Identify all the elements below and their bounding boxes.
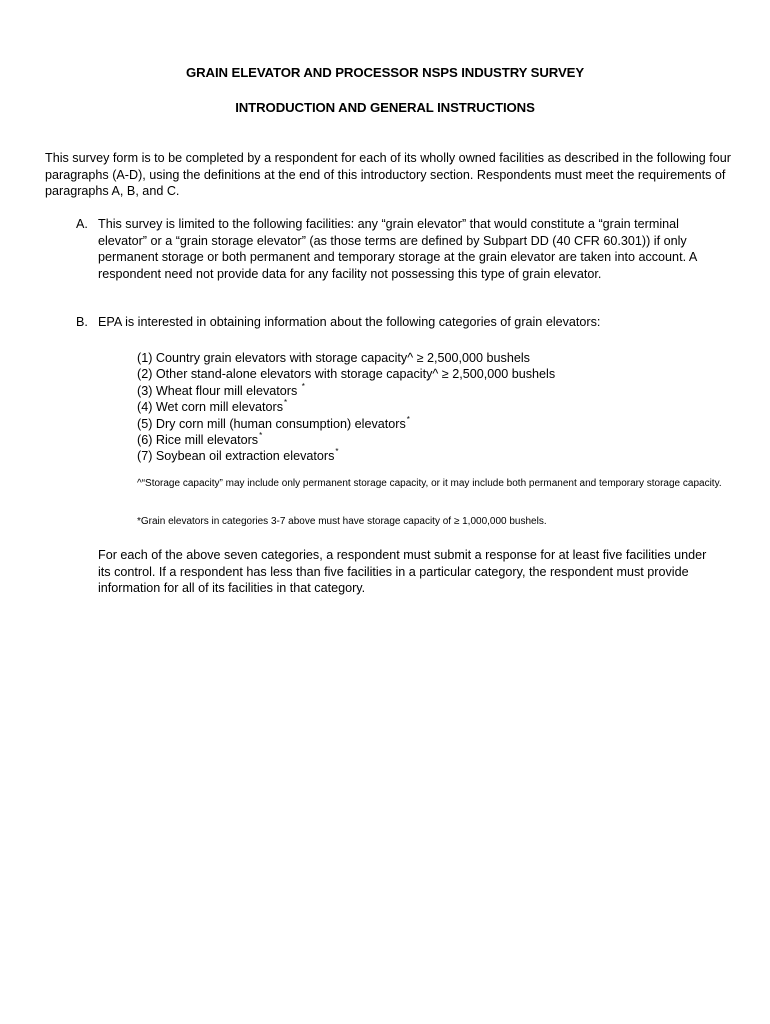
category-marker: * <box>259 430 263 440</box>
category-text: (5) Dry corn mill (human consumption) elevators <box>137 416 406 431</box>
category-marker: * <box>335 447 339 457</box>
category-list <box>137 346 556 464</box>
category-text: (2) Other stand-alone elevators with storage capacity^ ≥ 2,500,000 bushels <box>137 367 556 382</box>
list-item <box>137 362 556 382</box>
category-marker: * <box>301 381 305 391</box>
category-text: (7) Soybean oil extraction elevators <box>137 449 335 464</box>
category-text: (4) Wet corn mill elevators <box>137 400 284 415</box>
paragraph-b-letter: B. <box>76 315 88 329</box>
category-text: (3) Wheat flour mill elevators <box>137 383 301 398</box>
category-marker: * <box>406 414 410 424</box>
list-item <box>137 444 556 464</box>
paragraph-b-text: EPA is interested in obtaining information about the following categories of grain elevators: <box>98 315 601 329</box>
intro-paragraph: This survey form is to be completed by a respondent for each of its wholly owned facilities as described in the following four paragraphs (A-D), using the definitions at the end of this introductory section. Respondents must meet the requirements of paragraphs A, B, and C. <box>45 151 732 199</box>
paragraph-a-letter: A. <box>76 217 88 231</box>
closing-paragraph: For each of the above seven categories, a respondent must submit a response for at least five facilities under its control. If a respondent has less than five facilities in a particular category, the respondent must provide information for all of its facilities in that category. <box>98 548 707 596</box>
list-item <box>137 395 556 415</box>
category-footnote: *Grain elevators in categories 3-7 above must have storage capacity of ≥ 1,000,000 bushels. <box>137 516 547 527</box>
category-marker: * <box>284 398 288 408</box>
category-text: (6) Rice mill elevators <box>137 432 259 447</box>
paragraph-a-text: This survey is limited to the following facilities: any “grain elevator” that would constitute a “grain terminal elevator” or a “grain storage elevator” (as those terms are defined by Subpart DD (40 CFR 60.301)) if only permanent storage or both permanent and temporary storage at the grain elevator are taken into account. A respondent need not provide data for any facility not possessing this type of grain elevator. <box>98 217 697 281</box>
storage-capacity-footnote: ^“Storage capacity” may include only permanent storage capacity, or it may include both permanent and temporary storage capacity. <box>137 478 722 489</box>
category-text: (1) Country grain elevators with storage capacity^ ≥ 2,500,000 bushels <box>137 351 530 365</box>
list-item <box>137 412 556 431</box>
list-item <box>137 346 556 365</box>
section-heading: INTRODUCTION AND GENERAL INSTRUCTIONS <box>235 100 535 115</box>
document-title: GRAIN ELEVATOR AND PROCESSOR NSPS INDUSTRY SURVEY <box>185 65 585 80</box>
